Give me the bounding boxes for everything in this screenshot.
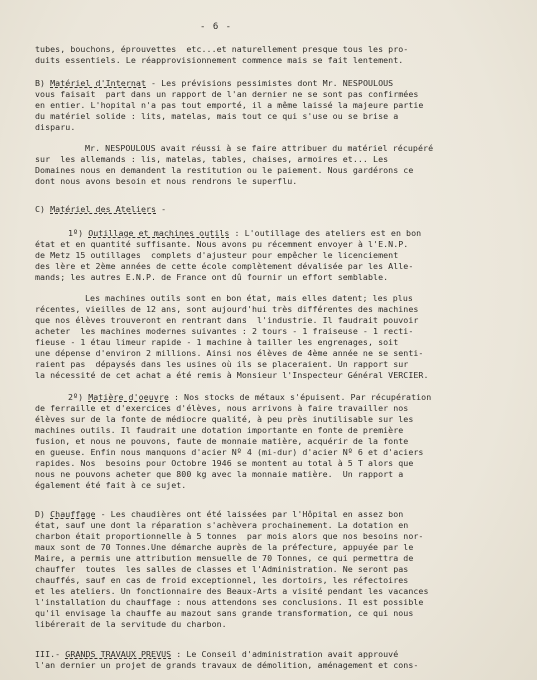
text-line: Les machines outils sont en bon état, mais elles datent; les plus bbox=[85, 293, 413, 303]
text-line: de Metz 15 outillages complets d'ajusteur pour empêcher le licenciement bbox=[35, 250, 399, 260]
text-line: tubes, bouchons, éprouvettes etc...et naturellement presque tous les pro- bbox=[35, 44, 409, 54]
text-line: en gueuse. Enfin nous manquons d'acier Nº 4 (mi-dur) d'acier Nº 6 et d'aciers bbox=[35, 447, 424, 457]
text-line: D) Chauffage - Les chaudières ont été laissées par l'Hôpital en assez bon bbox=[35, 509, 404, 519]
text-line: Domaines nous en demandent la restitution ou le paiement. Nous gardérons ce bbox=[35, 165, 414, 175]
text-line: l'an dernier un projet de grands travaux de démolition, aménagement et cons- bbox=[35, 660, 419, 670]
text-line: en entier. L'hopital n'a pas tout emporté, il a même laissé la majeure partie bbox=[35, 100, 424, 110]
text-line: libérerait de la servitude du charbon. bbox=[35, 619, 227, 629]
text-line: charbon était proportionnelle à 5 tonnes par mois alors que nos besoins nor- bbox=[35, 531, 424, 541]
text-line: sur les allemands : lis, matelas, tables, chaises, armoires et... Les bbox=[35, 154, 389, 164]
text-line: qu'il envisage la chauffe au mazout sans grande transformation, ce qui nous bbox=[35, 608, 414, 618]
text-line: chauffés, sauf en cas de froid exceptionnel, les dortoirs, les réfectoires bbox=[35, 575, 409, 585]
text-line: dont nous avons besoin et nous rendrons le superflu. bbox=[35, 176, 298, 186]
text-line: vous faisait part dans un rapport de l'an dernier ne se sont pas confirmées bbox=[35, 89, 419, 99]
text-line: maux sont de 70 Tonnes.Une démarche auprès de la préfecture, appuyée par le bbox=[35, 542, 414, 552]
text-line: III.- GRANDS TRAVAUX PREVUS : Le Conseil d'administration avait approuvé bbox=[35, 649, 399, 659]
text-line: fieuse - 1 étau limeur rapide - 1 machine à tailler les engrenages, soit bbox=[35, 337, 399, 347]
text-line: état, sauf une dont la réparation s'achèvera prochainement. La dotation en bbox=[35, 520, 409, 530]
text-line: des lère et 2ème années de cette école complètement dévalisée par les Alle- bbox=[35, 261, 414, 271]
text-line: C) Matériel des Ateliers - bbox=[35, 204, 167, 214]
text-line: du matériel solide : lits, matelas, mais tout ce qui s'use ou se brise a bbox=[35, 111, 399, 121]
section-heading: Chauffage bbox=[50, 509, 96, 519]
text-line: une dépense d'environ 2 millions. Ainsi nos élèves de 4ème année ne se senti- bbox=[35, 348, 424, 358]
text-line: et les ateliers. Un fonctionnaire des Beaux-Arts a visité pendant les vacances bbox=[35, 586, 429, 596]
text-line: élèves sur de la fonte de médiocre qualité, à peu près inutilisable sur les bbox=[35, 414, 414, 424]
text-line: raient pas dépaysés dans les usines où ils se placeraient. Un rapport sur bbox=[35, 359, 409, 369]
section-heading: Matériel des Ateliers bbox=[50, 204, 157, 214]
text-line: machines outils. Il faudrait une dotation importante en fonte de première bbox=[35, 425, 404, 435]
text-line: l'installation du chauffage : nous attendons ses conclusions. Il est possible bbox=[35, 597, 424, 607]
section-heading: GRANDS TRAVAUX PREVUS bbox=[65, 649, 172, 659]
text-line: mands; les autres E.N.P. de France ont dû fournir un effort semblable. bbox=[35, 272, 389, 282]
text-line: Mr. NESPOULOUS avait réussi à se faire attribuer du matériel récupéré bbox=[85, 143, 434, 153]
text-line: rapides. Nos besoins pour Octobre 1946 se montent au total à 5 T alors que bbox=[35, 458, 414, 468]
text-line: également été fait à ce sujet. bbox=[35, 480, 187, 490]
text-line: acheter les machines modernes suivantes : 2 tours - 1 fraiseuse - 1 recti- bbox=[35, 326, 414, 336]
text-line: 2º) Matière d'oeuvre : Nos stocks de métaux s'épuisent. Par récupération bbox=[68, 392, 432, 402]
text-line: fusion, et nous ne pouvons, faute de monnaie matière, acquérir de la fonte bbox=[35, 436, 409, 446]
text-line: la nécessité de cet achat a été remis à Monsieur l'Inspecteur Général VERCIER. bbox=[35, 370, 429, 380]
text-line: B) Matériel d'Internat - Les prévisions pessimistes dont Mr. NESPOULOUS bbox=[35, 78, 394, 88]
section-heading: Outillage et machines outils bbox=[88, 228, 230, 238]
text-line: que nos élèves trouveront en rentrant dans l'industrie. Il faudrait pouvoir bbox=[35, 315, 419, 325]
section-heading: Matière d'oeuvre bbox=[88, 392, 169, 402]
text-line: disparu. bbox=[35, 122, 76, 132]
text-line: récentes, vieilles de 12 ans, sont aujourd'hui très différentes des machines bbox=[35, 304, 419, 314]
text-line: Maire, a permis une attribution mensuelle de 70 Tonnes, ce qui permettra de bbox=[35, 553, 414, 563]
text-line: de ferraille et d'exercices d'élèves, nous arrivons à faire travailler nos bbox=[35, 403, 409, 413]
page-number: - 6 - bbox=[200, 22, 233, 32]
text-line: 1º) Outillage et machines outils : L'outillage des ateliers est en bon bbox=[68, 228, 422, 238]
text-line: chauffer toutes les salles de classes et l'Administration. Ne seront pas bbox=[35, 564, 409, 574]
text-line: nous ne pouvons acheter que 800 kg avec la monnaie matière. Un rapport a bbox=[35, 469, 404, 479]
text-line: état et en quantité suffisante. Nous avons pu récemment envoyer à l'E.N.P. bbox=[35, 239, 409, 249]
text-line: duits essentiels. Le réapprovisionnement commence mais se fait lentement. bbox=[35, 55, 404, 65]
section-heading: Matériel d'Internat bbox=[50, 78, 146, 88]
